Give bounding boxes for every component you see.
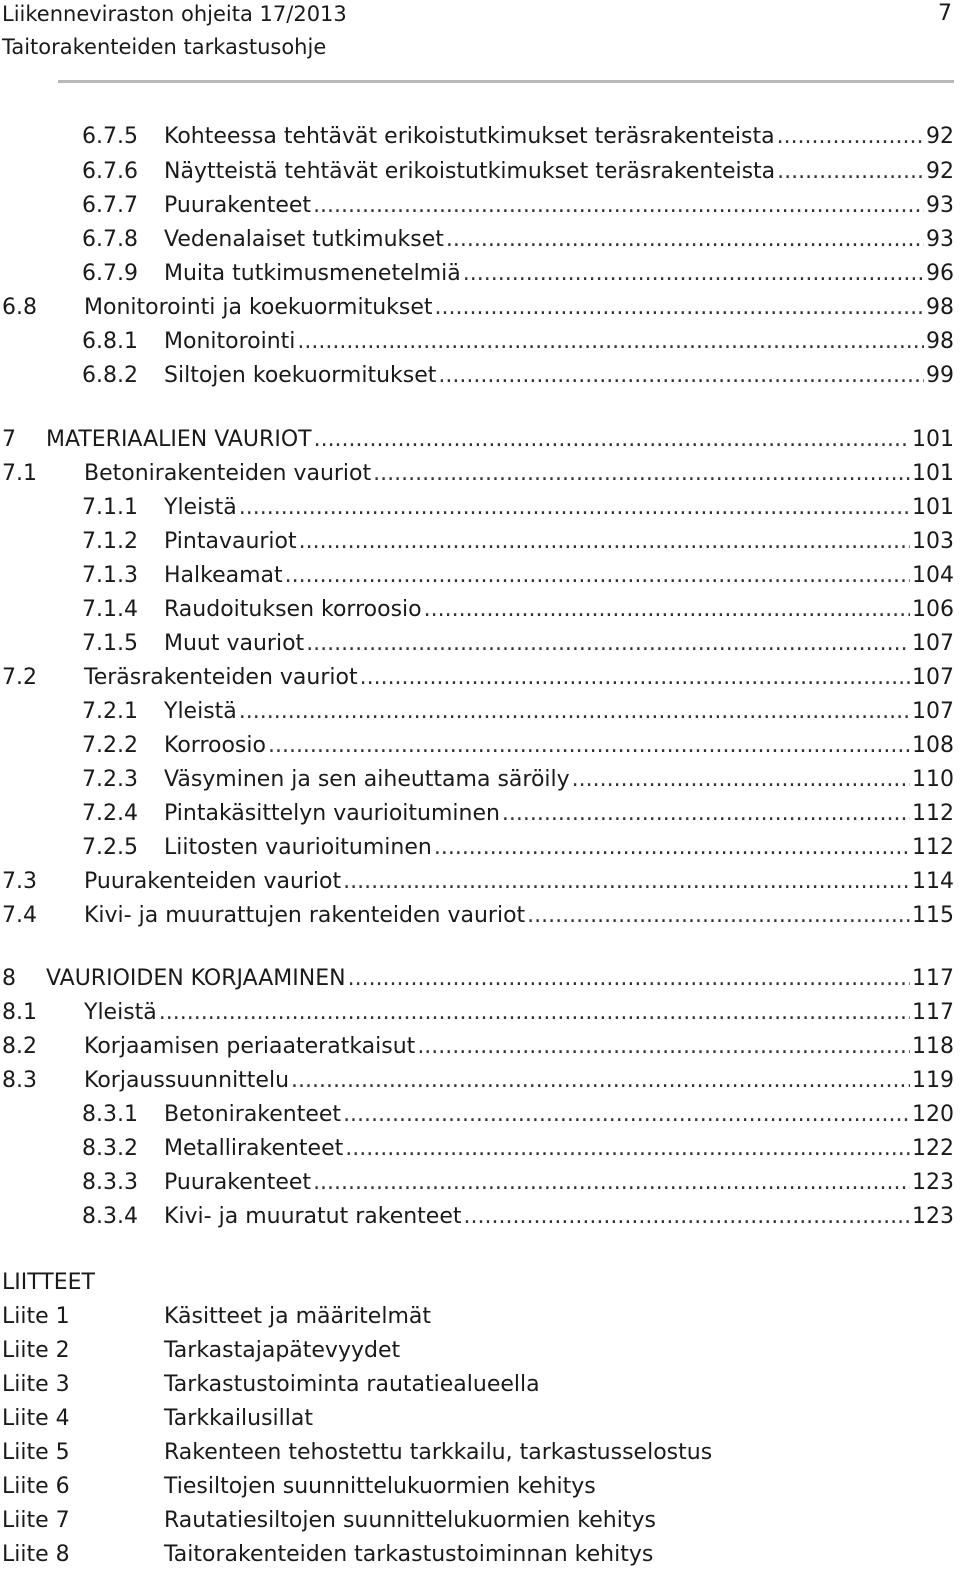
- toc-entry-title: Metallirakenteet: [164, 1136, 344, 1161]
- toc-entry[interactable]: [2, 423, 954, 457]
- toc-entry-title: Kohteessa tehtävät erikoistutkimukset teräsrakenteista: [164, 124, 775, 149]
- toc-entry-number: 6.8: [2, 295, 37, 320]
- document-title: Taitorakenteiden tarkastusohje: [2, 35, 327, 59]
- toc-entry-title: Kivi- ja muurattujen rakenteiden vauriot: [84, 903, 526, 928]
- toc-entry-title: Puurakenteet: [164, 1170, 312, 1195]
- dot-leader: [463, 257, 924, 291]
- toc-entry-page: 93: [926, 193, 954, 218]
- toc-entry-number: 6.7.7: [82, 193, 138, 218]
- toc-entry[interactable]: [82, 223, 954, 257]
- appendices-heading: LIITTEET: [2, 1270, 95, 1295]
- toc-entry-page: 112: [912, 835, 954, 860]
- dot-leader: [527, 899, 910, 933]
- appendix-item[interactable]: [2, 1470, 596, 1504]
- dot-leader: [424, 593, 910, 627]
- toc-entry[interactable]: [2, 899, 954, 933]
- dot-leader: [417, 1030, 910, 1064]
- dot-leader: [373, 457, 910, 491]
- toc-entry-title: Näytteistä tehtävät erikoistutkimukset teräsrakenteista: [164, 159, 776, 184]
- toc-entry[interactable]: [82, 763, 954, 797]
- toc-entry-number: 7.1: [2, 461, 37, 486]
- toc-entry-title: Monitorointi: [164, 329, 296, 354]
- toc-entry-page: 106: [912, 597, 954, 622]
- toc-entry[interactable]: [82, 1200, 954, 1234]
- toc-entry-number: 7: [2, 427, 16, 452]
- appendix-title: Tarkastustoiminta rautatiealueella: [164, 1372, 540, 1397]
- toc-entry-title: Yleistä: [164, 699, 237, 724]
- toc-entry-title: Kivi- ja muuratut rakenteet: [164, 1204, 462, 1229]
- toc-entry-title: Raudoituksen korroosio: [164, 597, 422, 622]
- dot-leader: [297, 325, 924, 359]
- toc-entry-page: 117: [912, 966, 954, 991]
- toc-entry-number: 7.2: [2, 665, 37, 690]
- toc-entry-number: 7.1.2: [82, 529, 138, 554]
- toc-entry-number: 8.2: [2, 1034, 37, 1059]
- toc-entry-page: 112: [912, 801, 954, 826]
- toc-entry-title: Betonirakenteiden vauriot: [84, 461, 372, 486]
- dot-leader: [239, 695, 910, 729]
- toc-entry-page: 101: [912, 495, 954, 520]
- toc-entry[interactable]: [2, 1030, 954, 1064]
- toc-entry[interactable]: [2, 457, 954, 491]
- toc-entry-page: 110: [912, 767, 954, 792]
- appendix-label: Liite 5: [2, 1440, 70, 1465]
- toc-entry-title: MATERIAALIEN VAURIOT: [46, 427, 312, 452]
- toc-entry-title: Halkeamat: [164, 563, 283, 588]
- toc-entry-title: Betonirakenteet: [164, 1102, 342, 1127]
- toc-entry-number: 8.3.3: [82, 1170, 138, 1195]
- toc-entry[interactable]: [82, 189, 954, 223]
- toc-entry[interactable]: [82, 593, 954, 627]
- toc-entry-title: Puurakenteiden vauriot: [84, 869, 342, 894]
- toc-entry-page: 101: [912, 427, 954, 452]
- toc-entry-page: 96: [926, 261, 954, 286]
- dot-leader: [285, 559, 910, 593]
- appendix-label: Liite 2: [2, 1338, 70, 1363]
- dot-leader: [435, 291, 924, 325]
- dot-leader: [777, 155, 924, 189]
- toc-entry[interactable]: [82, 627, 954, 661]
- toc-entry-title: Muita tutkimusmenetelmiä: [164, 261, 461, 286]
- dot-leader: [360, 661, 910, 695]
- toc-entry[interactable]: [82, 797, 954, 831]
- toc-entry[interactable]: [82, 559, 954, 593]
- appendix-label: Liite 6: [2, 1474, 70, 1499]
- toc-entry-title: Siltojen koekuormitukset: [164, 363, 437, 388]
- dot-leader: [348, 962, 910, 996]
- appendix-item[interactable]: [2, 1402, 313, 1436]
- toc-entry-page: 98: [926, 295, 954, 320]
- toc-entry-page: 92: [926, 159, 954, 184]
- toc-entry-title: Väsyminen ja sen aiheuttama säröily: [164, 767, 570, 792]
- toc-entry-page: 98: [926, 329, 954, 354]
- appendix-item[interactable]: [2, 1368, 540, 1402]
- toc-entry-page: 114: [912, 869, 954, 894]
- appendix-title: Tarkkailusillat: [164, 1406, 313, 1431]
- header-divider: [58, 80, 954, 83]
- appendix-title: Tiesiltojen suunnittelukuormien kehitys: [164, 1474, 596, 1499]
- appendix-label: Liite 3: [2, 1372, 70, 1397]
- dot-leader: [345, 1132, 910, 1166]
- dot-leader: [343, 1098, 910, 1132]
- toc-entry-title: Yleistä: [84, 1000, 157, 1025]
- toc-entry[interactable]: [82, 155, 954, 189]
- toc-entry-number: 8.3.4: [82, 1204, 138, 1229]
- toc-entry[interactable]: [82, 525, 954, 559]
- toc-entry-number: 7.2.2: [82, 733, 138, 758]
- toc-entry-number: 7.4: [2, 903, 37, 928]
- toc-entry[interactable]: [2, 996, 954, 1030]
- toc-entry-title: Pintakäsittelyn vaurioituminen: [164, 801, 500, 826]
- publication-line: Liikenneviraston ohjeita 17/2013: [2, 2, 347, 26]
- toc-entry[interactable]: [82, 1098, 954, 1132]
- toc-entry-title: Teräsrakenteiden vauriot: [84, 665, 358, 690]
- appendix-item[interactable]: [2, 1334, 400, 1368]
- toc-entry-title: Yleistä: [164, 495, 237, 520]
- toc-entry-page: 120: [912, 1102, 954, 1127]
- dot-leader: [159, 996, 910, 1030]
- dot-leader: [313, 189, 924, 223]
- dot-leader: [502, 797, 910, 831]
- toc-entry-page: 117: [912, 1000, 954, 1025]
- toc-entry-title: Monitorointi ja koekuormitukset: [84, 295, 433, 320]
- toc-entry-page: 108: [912, 733, 954, 758]
- toc-entry-page: 103: [912, 529, 954, 554]
- dot-leader: [313, 1166, 910, 1200]
- toc-entry[interactable]: [2, 962, 954, 996]
- appendix-label: Liite 1: [2, 1304, 70, 1329]
- toc-entry[interactable]: [82, 257, 954, 291]
- toc-entry-number: 6.8.1: [82, 329, 138, 354]
- toc-entry-page: 93: [926, 227, 954, 252]
- toc-entry-number: 7.3: [2, 869, 37, 894]
- toc-entry-page: 92: [926, 124, 954, 149]
- appendix-label: Liite 8: [2, 1542, 70, 1567]
- toc-entry-title: Korjaamisen periaateratkaisut: [84, 1034, 416, 1059]
- appendix-label: Liite 7: [2, 1508, 70, 1533]
- dot-leader: [268, 729, 910, 763]
- toc-entry-title: VAURIOIDEN KORJAAMINEN: [46, 966, 346, 991]
- toc-entry[interactable]: [2, 661, 954, 695]
- toc-entry-page: 123: [912, 1204, 954, 1229]
- appendix-title: Käsitteet ja määritelmät: [164, 1304, 431, 1329]
- appendix-label: Liite 4: [2, 1406, 70, 1431]
- toc-entry-page: 99: [926, 363, 954, 388]
- page-number: 7: [938, 1, 952, 26]
- dot-leader: [438, 359, 924, 393]
- dot-leader: [446, 223, 924, 257]
- appendix-item[interactable]: [2, 1300, 431, 1334]
- dot-leader: [299, 525, 910, 559]
- toc-entry-page: 122: [912, 1136, 954, 1161]
- toc-entry-title: Pintavauriot: [164, 529, 297, 554]
- toc-entry-number: 7.1.5: [82, 631, 138, 656]
- dot-leader: [306, 627, 910, 661]
- toc-entry-number: 8: [2, 966, 16, 991]
- toc-entry-page: 107: [912, 631, 954, 656]
- toc-entry-page: 119: [912, 1068, 954, 1093]
- toc-entry-page: 115: [912, 903, 954, 928]
- toc-entry[interactable]: [82, 491, 954, 525]
- toc-entry-page: 107: [912, 699, 954, 724]
- toc-entry-page: 104: [912, 563, 954, 588]
- toc-entry-number: 7.1.1: [82, 495, 138, 520]
- toc-entry[interactable]: [82, 831, 954, 865]
- toc-entry-number: 6.7.8: [82, 227, 138, 252]
- toc-entry-title: Puurakenteet: [164, 193, 312, 218]
- toc-entry[interactable]: [82, 1166, 954, 1200]
- toc-entry-title: Muut vauriot: [164, 631, 305, 656]
- toc-entry-number: 6.7.5: [82, 124, 138, 149]
- dot-leader: [434, 831, 910, 865]
- toc-entry-number: 6.7.9: [82, 261, 138, 286]
- dot-leader: [343, 865, 910, 899]
- dot-leader: [314, 423, 910, 457]
- toc-entry[interactable]: [82, 729, 954, 763]
- dot-leader: [291, 1064, 910, 1098]
- toc-entry[interactable]: [82, 695, 954, 729]
- toc-entry[interactable]: [82, 1132, 954, 1166]
- dot-leader: [777, 120, 924, 154]
- toc-entry[interactable]: [2, 1064, 954, 1098]
- appendix-title: Rakenteen tehostettu tarkkailu, tarkastusselostus: [164, 1440, 713, 1465]
- toc-entry[interactable]: [2, 865, 954, 899]
- appendix-title: Tarkastajapätevyydet: [164, 1338, 401, 1363]
- toc-entry-page: 107: [912, 665, 954, 690]
- toc-entry[interactable]: [82, 120, 954, 154]
- dot-leader: [572, 763, 910, 797]
- toc-entry-number: 7.1.4: [82, 597, 138, 622]
- toc-entry-title: Korjaussuunnittelu: [84, 1068, 290, 1093]
- toc-entry-title: Vedenalaiset tutkimukset: [164, 227, 444, 252]
- toc-entry-number: 6.8.2: [82, 363, 138, 388]
- dot-leader: [239, 491, 910, 525]
- appendix-item[interactable]: [2, 1538, 653, 1572]
- toc-entry-number: 7.2.5: [82, 835, 138, 860]
- toc-entry-number: 8.3.2: [82, 1136, 138, 1161]
- toc-entry-number: 7.2.1: [82, 699, 138, 724]
- toc-entry-number: 8.3: [2, 1068, 37, 1093]
- dot-leader: [464, 1200, 910, 1234]
- toc-entry-title: Korroosio: [164, 733, 266, 758]
- toc-entry-number: 7.2.4: [82, 801, 138, 826]
- toc-entry-number: 7.1.3: [82, 563, 138, 588]
- toc-entry-page: 101: [912, 461, 954, 486]
- toc-entry[interactable]: [82, 359, 954, 393]
- toc-entry-number: 6.7.6: [82, 159, 138, 184]
- toc-entry-page: 123: [912, 1170, 954, 1195]
- appendix-title: Rautatiesiltojen suunnittelukuormien kehitys: [164, 1508, 656, 1533]
- toc-entry-title: Liitosten vaurioituminen: [164, 835, 432, 860]
- appendix-title: Taitorakenteiden tarkastustoiminnan kehitys: [164, 1542, 654, 1567]
- toc-entry-number: 8.1: [2, 1000, 37, 1025]
- toc-entry-number: 7.2.3: [82, 767, 138, 792]
- toc-entry[interactable]: [2, 291, 954, 325]
- appendix-item[interactable]: [2, 1504, 656, 1538]
- toc-entry-page: 118: [912, 1034, 954, 1059]
- appendix-item[interactable]: [2, 1436, 712, 1470]
- toc-entry[interactable]: [82, 325, 954, 359]
- toc-entry-number: 8.3.1: [82, 1102, 138, 1127]
